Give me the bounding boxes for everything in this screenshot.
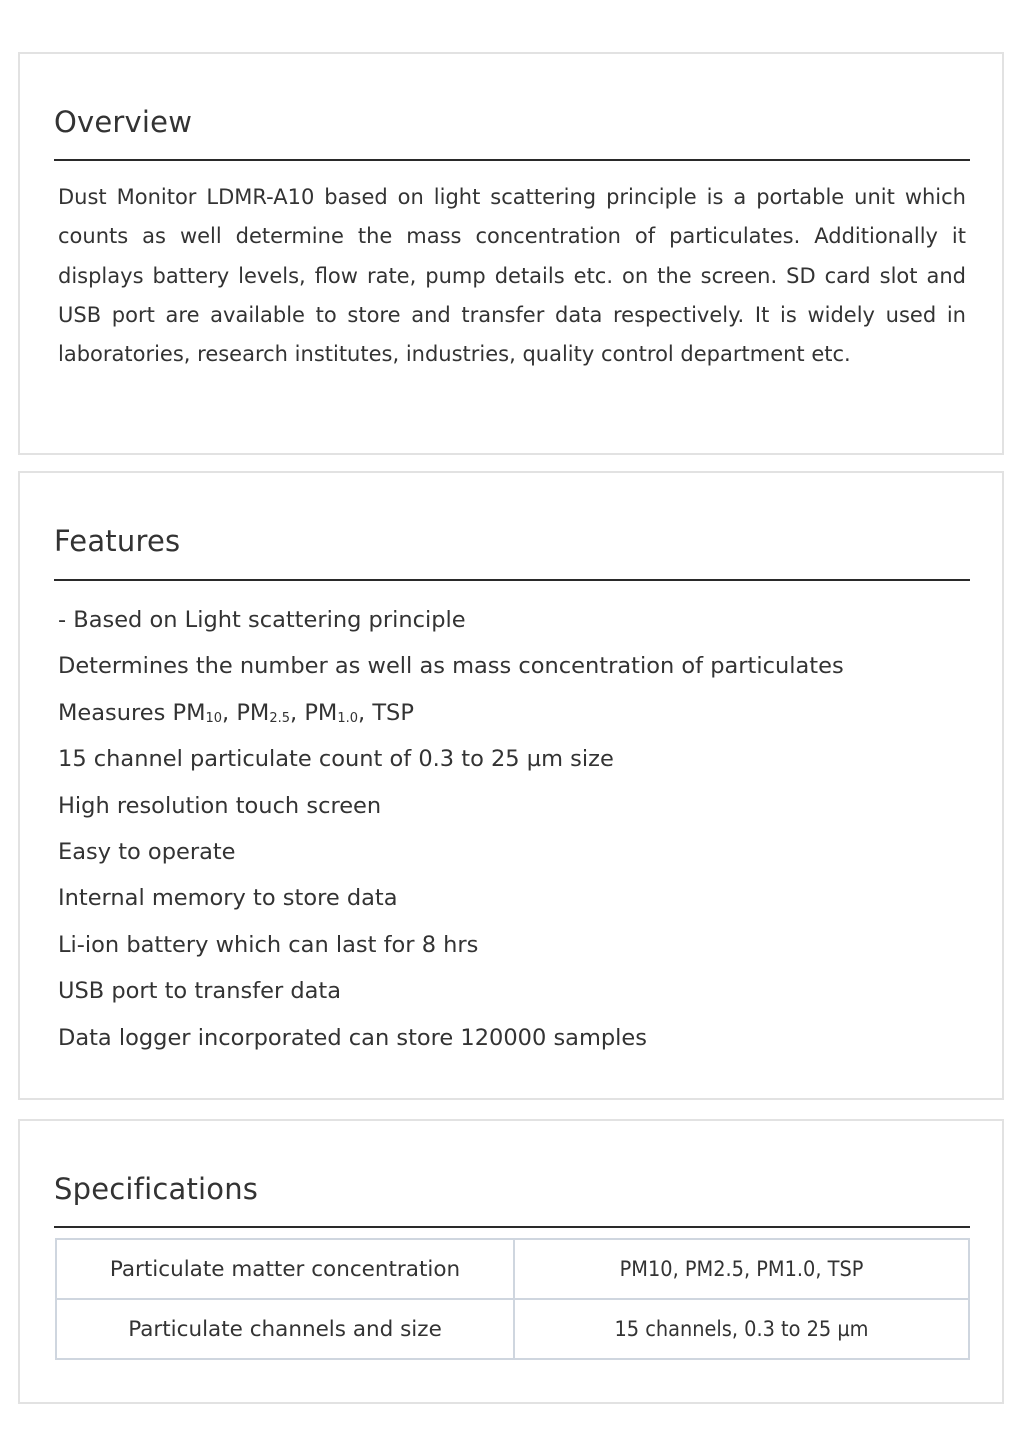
overview-title: Overview xyxy=(54,105,193,139)
feature-item: Internal memory to store data xyxy=(58,885,398,912)
feature-item: Data logger incorporated can store 120000 samples xyxy=(58,1024,647,1051)
features-list xyxy=(58,597,966,1061)
feature-item-measures: Measures $PM_{10}$, $PM_{2.5}$, $PM_{1.0}$, TSP xyxy=(58,699,414,726)
features-title: Features xyxy=(54,524,181,558)
features-section xyxy=(18,471,1004,1100)
feature-item: High resolution touch screen xyxy=(58,792,382,819)
feature-item: Easy to operate xyxy=(58,838,236,865)
specifications-title: Specifications xyxy=(54,1172,259,1206)
spec-label: Particulate matter concentration xyxy=(56,1239,514,1299)
spec-value: 15 channels, 0.3 to 25 µm xyxy=(514,1299,969,1359)
overview-description: Dust Monitor LDMR-A10 based on light scattering principle is a portable unit which counts as well determine the mass concentration of particulates. Additionally it displays battery levels, flow rate, pump details etc. on the screen. SD card slot and USB port are available to store and transfer data respectively. It is widely used in laboratories, research institutes, industries, quality control department etc. xyxy=(58,185,966,367)
feature-item: - Based on Light scattering principle xyxy=(58,607,466,633)
overview-section xyxy=(18,52,1004,455)
feature-item: Li-ion battery which can last for 8 hrs xyxy=(58,931,479,958)
feature-item: 15 channel particulate count of 0.3 to 25 µm size xyxy=(58,746,614,773)
specifications-divider xyxy=(54,1226,970,1228)
specifications-table xyxy=(55,1238,970,1360)
features-divider xyxy=(54,579,970,581)
feature-item: Determines the number as well as mass concentration of particulates xyxy=(58,653,844,680)
specifications-section xyxy=(18,1119,1004,1404)
table-row xyxy=(56,1239,969,1299)
spec-label: Particulate channels and size xyxy=(56,1299,514,1359)
feature-item: USB port to transfer data xyxy=(58,978,342,1005)
spec-value: PM10, PM2.5, PM1.0, TSP xyxy=(514,1239,969,1299)
overview-divider xyxy=(54,159,970,161)
table-row xyxy=(56,1299,969,1359)
